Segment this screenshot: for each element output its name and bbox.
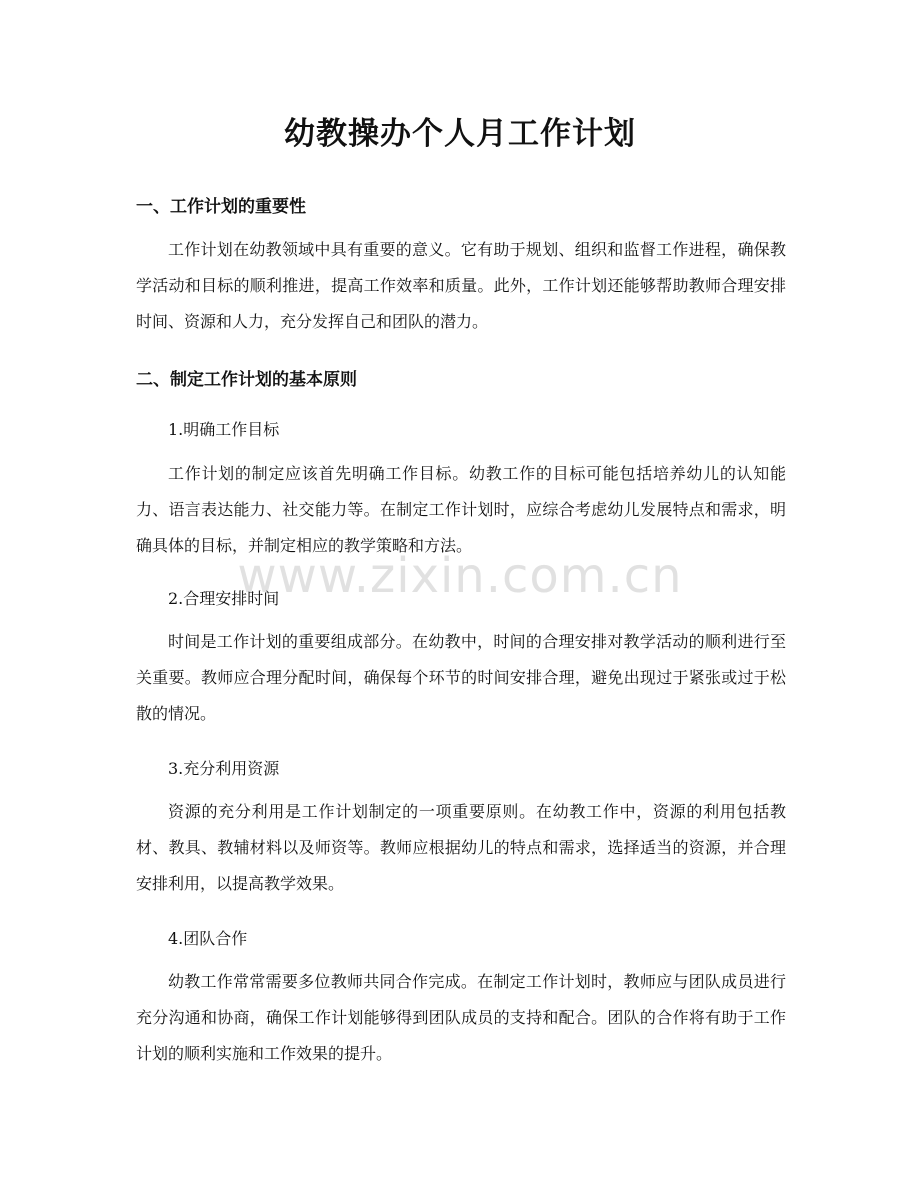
section-heading-importance: 一、工作计划的重要性: [136, 197, 306, 217]
principle-paragraph-teamwork: 幼教工作常常需要多位教师共同合作完成。在制定工作计划时，教师应与团队成员进行充分沟通和协商，确保工作计划能够得到团队成员的支持和配合。团队的合作将有助于工作计划的顺利实施和工作效果的提升。: [136, 972, 786, 1063]
principle-paragraph-resources: 资源的充分利用是工作计划制定的一项重要原则。在幼教工作中，资源的利用包括教材、教具、教辅材料以及师资等。教师应根据幼儿的特点和需求，选择适当的资源，并合理安排利用，以提高教学效果。: [136, 802, 786, 893]
principle-subheading-resources: 3.充分利用资源: [168, 759, 280, 778]
principle-subheading-teamwork: 4.团队合作: [168, 929, 248, 948]
watermark: www.zixin.com.cn: [237, 548, 683, 604]
document-title: 幼教操办个人月工作计划: [284, 116, 636, 152]
principle-paragraph-goals: 工作计划的制定应该首先明确工作目标。幼教工作的目标可能包括培养幼儿的认知能力、语言表达能力、社交能力等。在制定工作计划时，应综合考虑幼儿发展特点和需求，明确具体的目标，并制定相应的教学策略和方法。: [136, 464, 786, 555]
principle-subheading-goals: 1.明确工作目标: [168, 420, 280, 439]
section-paragraph-importance: 工作计划在幼教领域中具有重要的意义。它有助于规划、组织和监督工作进程，确保教学活动和目标的顺利推进，提高工作效率和质量。此外，工作计划还能够帮助教师合理安排时间、资源和人力，充分发挥自己和团队的潜力。: [136, 240, 786, 331]
principle-subheading-time: 2.合理安排时间: [168, 589, 280, 608]
section-heading-principles: 二、制定工作计划的基本原则: [136, 370, 357, 390]
principle-paragraph-time: 时间是工作计划的重要组成部分。在幼教中，时间的合理安排对教学活动的顺利进行至关重要。教师应合理分配时间，确保每个环节的时间安排合理，避免出现过于紧张或过于松散的情况。: [136, 632, 786, 723]
